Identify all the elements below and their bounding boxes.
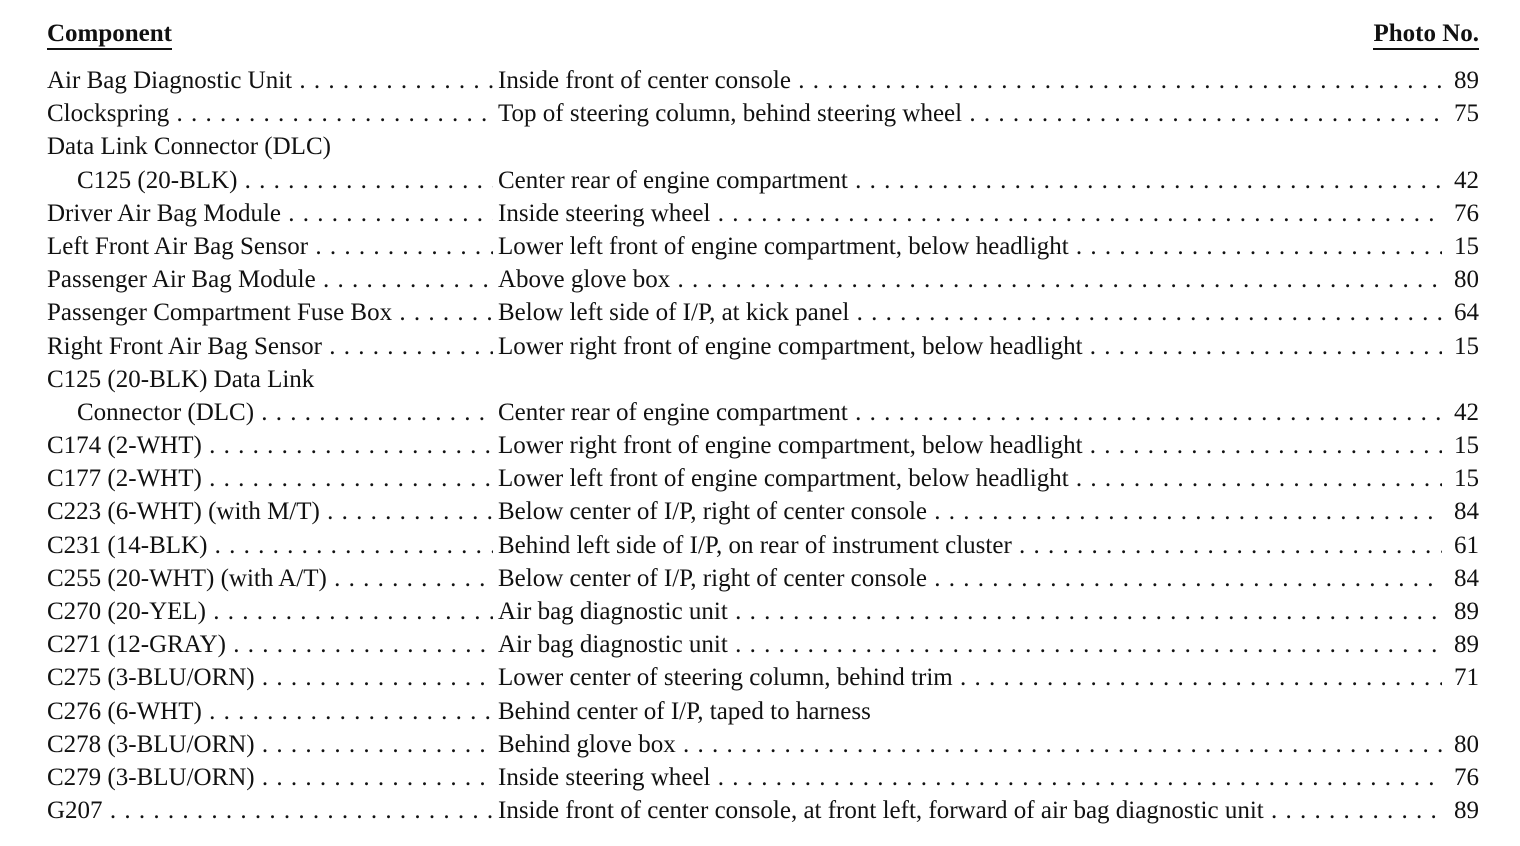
photo-number: 80: [1442, 263, 1479, 296]
component-location: Inside steering wheel 76 . . .: [498, 197, 1479, 230]
table-row: [47, 728, 1479, 761]
component-location: Top of steering column, behind steering wheel 75 . . .: [498, 97, 1479, 130]
component-name: Right Front Air Bag Sensor . . .: [47, 330, 493, 363]
table-row: [47, 661, 1479, 694]
photo-number: 15: [1442, 429, 1479, 462]
component-location-table: [47, 18, 1479, 825]
table-row: [47, 330, 1479, 363]
photo-number: 15: [1442, 230, 1479, 263]
component-name: C125 (20-BLK) Data Link: [47, 365, 315, 393]
table-row: [47, 164, 1479, 197]
component-location: Above glove box 80 . . .: [498, 263, 1479, 296]
photo-number: 64: [1442, 296, 1479, 329]
table-row: [47, 363, 1479, 396]
table-row: [47, 529, 1479, 562]
table-row: [47, 296, 1479, 329]
photo-number: 61: [1442, 529, 1479, 562]
component-location: Below center of I/P, right of center console 84 . . .: [498, 495, 1479, 528]
table-row: [47, 64, 1479, 97]
component-location: Inside steering wheel 76 . . .: [498, 761, 1479, 794]
component-location: Air bag diagnostic unit 89 . . .: [498, 595, 1479, 628]
table-row: [47, 97, 1479, 130]
component-name: C255 (20-WHT) (with A/T) . . .: [47, 562, 493, 595]
component-name: G207 . . .: [47, 794, 493, 827]
component-location: Lower right front of engine compartment, below headlight 15 . . .: [498, 429, 1479, 462]
component-name: Passenger Compartment Fuse Box . . .: [47, 296, 493, 329]
photo-number: 75: [1442, 97, 1479, 130]
component-name: C279 (3-BLU/ORN) . . .: [47, 761, 493, 794]
table-row: [47, 263, 1479, 296]
component-location: Lower left front of engine compartment, below headlight 15 . . .: [498, 462, 1479, 495]
photo-number: 89: [1442, 628, 1479, 661]
table-body: [47, 64, 1479, 827]
component-name: C174 (2-WHT) . . .: [47, 429, 493, 462]
table-row: [47, 429, 1479, 462]
component-location: Below left side of I/P, at kick panel 64 . . .: [498, 296, 1479, 329]
photo-number: 76: [1442, 761, 1479, 794]
table-row: [47, 197, 1479, 230]
component-name: C223 (6-WHT) (with M/T) . . .: [47, 495, 493, 528]
component-name: C231 (14-BLK) . . .: [47, 529, 493, 562]
component-location: Lower center of steering column, behind trim 71 . . .: [498, 661, 1479, 694]
photo-number: 71: [1442, 661, 1479, 694]
photo-number: 89: [1442, 64, 1479, 97]
component-location: Center rear of engine compartment 42 . . .: [498, 164, 1479, 197]
component-location: Air bag diagnostic unit 89 . . .: [498, 628, 1479, 661]
photo-number: 84: [1442, 495, 1479, 528]
photo-number: 89: [1442, 794, 1479, 827]
component-name: C125 (20-BLK) . . .: [77, 164, 493, 197]
component-location: Below center of I/P, right of center console 84 . . .: [498, 562, 1479, 595]
photo-number: 80: [1442, 728, 1479, 761]
photo-number: 76: [1442, 197, 1479, 230]
photo-number: 84: [1442, 562, 1479, 595]
component-name: C270 (20-YEL) . . .: [47, 595, 493, 628]
photo-number: 42: [1442, 164, 1479, 197]
photo-number: 15: [1442, 330, 1479, 363]
table-row: [47, 628, 1479, 661]
table-row: [47, 794, 1479, 827]
photo-number: 42: [1442, 396, 1479, 429]
component-name: Air Bag Diagnostic Unit . . .: [47, 64, 493, 97]
component-name: C177 (2-WHT) . . .: [47, 462, 493, 495]
table-row: [47, 495, 1479, 528]
component-name: Clockspring . . .: [47, 97, 493, 130]
component-location: Center rear of engine compartment 42 . . .: [498, 396, 1479, 429]
table-row: [47, 562, 1479, 595]
table-row: [47, 761, 1479, 794]
component-name: C276 (6-WHT) . . .: [47, 695, 493, 728]
photo-number-column-header: Photo No.: [1373, 20, 1479, 50]
component-name: Left Front Air Bag Sensor . . .: [47, 230, 493, 263]
table-row: [47, 230, 1479, 263]
component-location: Behind center of I/P, taped to harness: [498, 697, 871, 725]
table-header: [47, 18, 1479, 54]
table-row: [47, 462, 1479, 495]
component-name: Passenger Air Bag Module . . .: [47, 263, 493, 296]
component-name: Driver Air Bag Module . . .: [47, 197, 493, 230]
table-row: [47, 130, 1479, 163]
component-location: Lower right front of engine compartment, below headlight 15 . . .: [498, 330, 1479, 363]
table-row: [47, 396, 1479, 429]
component-name: Connector (DLC) . . .: [77, 396, 493, 429]
component-column-header: Component: [47, 20, 172, 50]
photo-number: 15: [1442, 462, 1479, 495]
component-name: Data Link Connector (DLC): [47, 133, 331, 161]
component-location: Inside front of center console 89 . . .: [498, 64, 1479, 97]
component-name: C278 (3-BLU/ORN) . . .: [47, 728, 493, 761]
component-name: C271 (12-GRAY) . . .: [47, 628, 493, 661]
component-name: C275 (3-BLU/ORN) . . .: [47, 661, 493, 694]
component-location: Behind left side of I/P, on rear of instrument cluster 61 . . .: [498, 529, 1479, 562]
component-location: Lower left front of engine compartment, below headlight 15 . . .: [498, 230, 1479, 263]
component-location: Inside front of center console, at front left, forward of air bag diagnostic unit 89 . . .: [498, 794, 1479, 827]
photo-number: 89: [1442, 595, 1479, 628]
table-row: [47, 595, 1479, 628]
component-location: Behind glove box 80 . . .: [498, 728, 1479, 761]
table-row: [47, 695, 1479, 728]
